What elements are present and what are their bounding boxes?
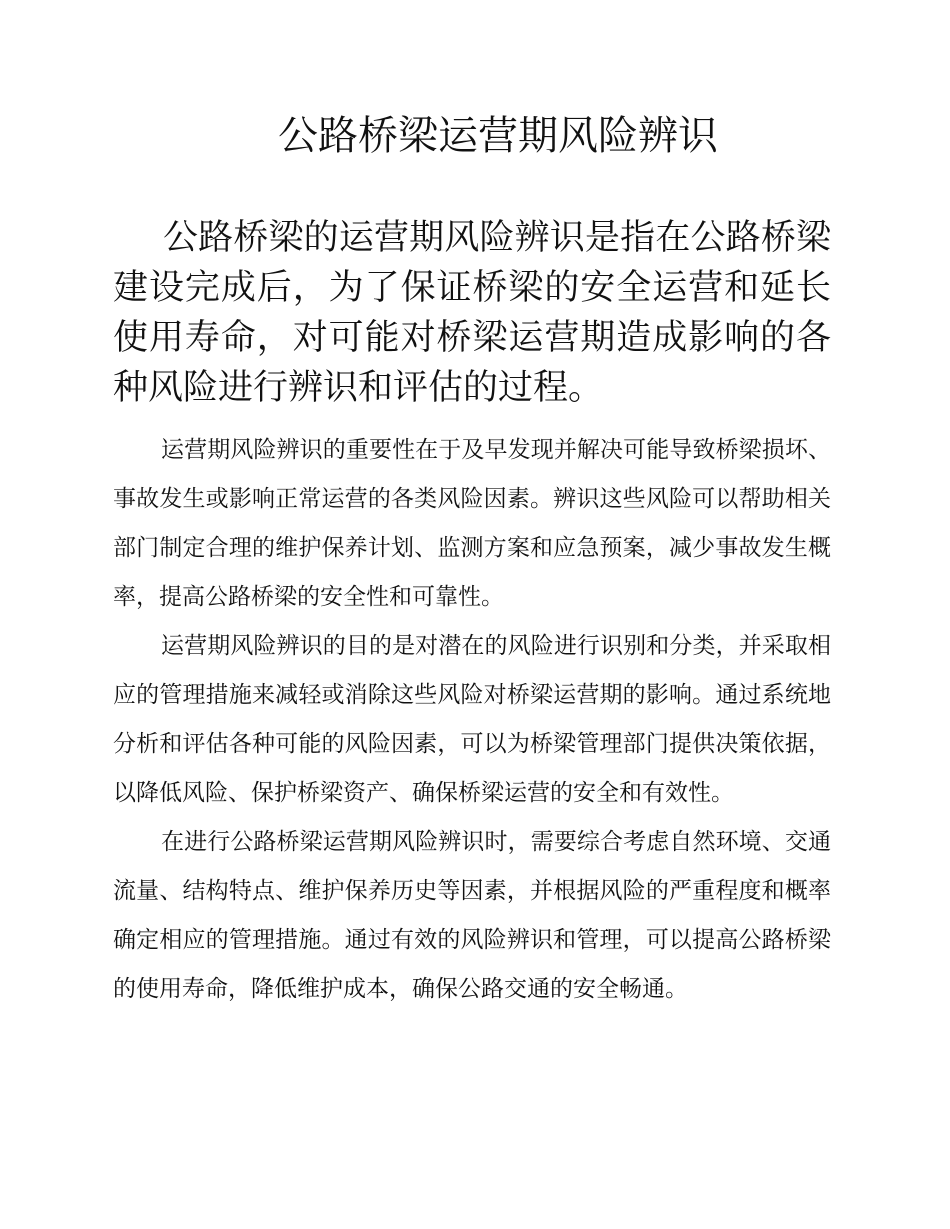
body-paragraph-1: 运营期风险辨识的重要性在于及早发现并解决可能导致桥梁损坏、事故发生或影响正常运营的各类风险因素。辨识这些风险可以帮助相关部门制定合理的维护保养计划、监测方案和应急预案，减少事故发生概率，提高公路桥梁的安全性和可靠性。 <box>113 437 831 610</box>
document-title: 公路桥梁运营期风险辨识 <box>278 113 718 159</box>
body-paragraph-3: 在进行公路桥梁运营期风险辨识时，需要综合考虑自然环境、交通流量、结构特点、维护保养历史等因素，并根据风险的严重程度和概率确定相应的管理措施。通过有效的风险辨识和管理，可以提高公路桥梁的使用寿命，降低维护成本，确保公路交通的安全畅通。 <box>113 829 831 1002</box>
lead-paragraph: 公路桥梁的运营期风险辨识是指在公路桥梁建设完成后，为了保证桥梁的安全运营和延长使用寿命，对可能对桥梁运营期造成影响的各种风险进行辨识和评估的过程。 <box>113 218 831 408</box>
body-paragraph-2: 运营期风险辨识的目的是对潜在的风险进行识别和分类，并采取相应的管理措施来减轻或消除这些风险对桥梁运营期的影响。通过系统地分析和评估各种可能的风险因素，可以为桥梁管理部门提供决策依据，以降低风险、保护桥梁资产、确保桥梁运营的安全和有效性。 <box>113 633 831 806</box>
